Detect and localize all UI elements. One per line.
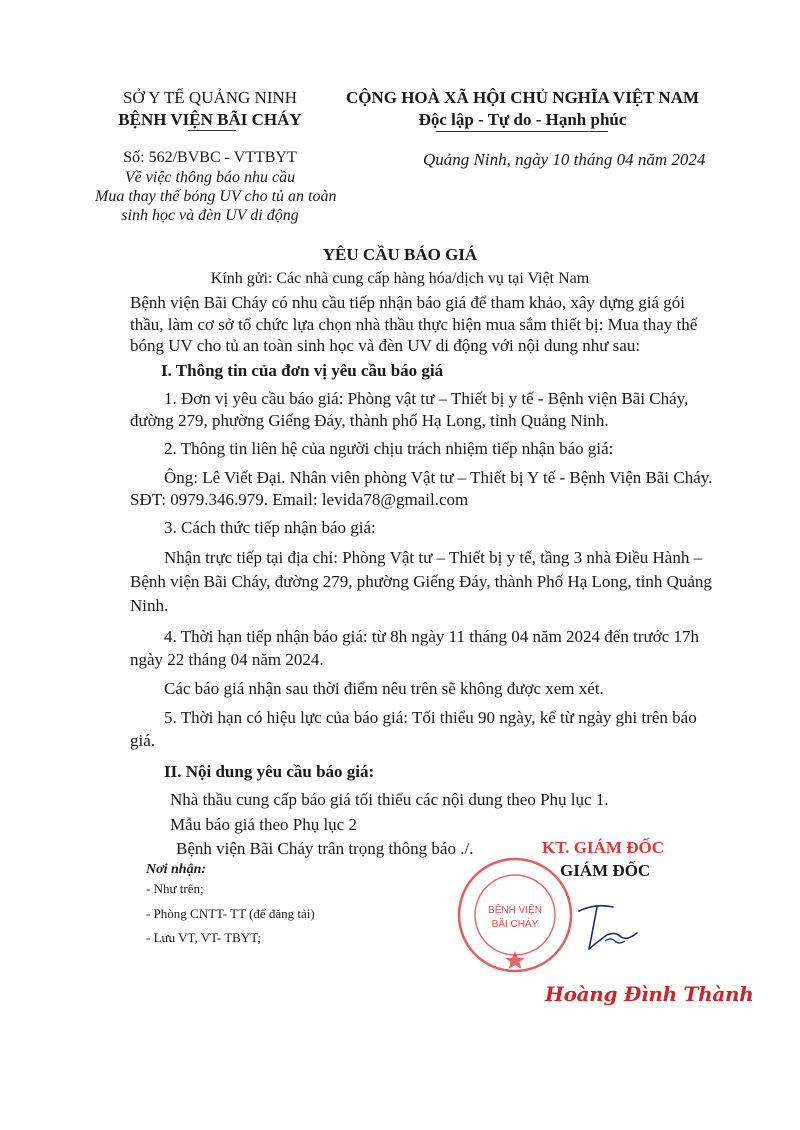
validity-text: 5. Thời hạn có hiệu lực của báo giá: Tối thiểu 90 ngày, kể từ ngày ghi trên báo bbox=[164, 708, 697, 727]
closing-text: Bệnh viện Bãi Cháy trân trọng thông báo ./. bbox=[176, 839, 474, 858]
intro-text: thầu, làm cơ sở tổ chức lựa chọn nhà thầu thực hiện mua sắm thiết bị: Mua thay thế bbox=[130, 315, 698, 334]
deadline-text: ngày 22 tháng 04 năm 2024. bbox=[130, 650, 324, 669]
hospital-name: BỆNH VIỆN BÃI CHÁY bbox=[118, 110, 302, 129]
department-name: SỞ Y TẾ QUẢNG NINH bbox=[122, 88, 298, 107]
receive-text: Bệnh viện Bãi Cháy, đường 279, phường Giếng Đáy, thành Phố Hạ Long, tỉnh Quảng bbox=[130, 572, 712, 591]
intro-text: bóng UV cho tủ an toàn sinh học và đèn UV di động với nội dung như sau: bbox=[130, 336, 641, 355]
section-text: 2. Thông tin liên hệ của người chịu trách nhiệm tiếp nhận báo giá: bbox=[164, 439, 614, 458]
signer-name: Hoàng Đình Thành bbox=[545, 982, 754, 1006]
hospital-underline bbox=[188, 130, 236, 131]
recipient-item: - Phòng CNTT- TT (để đăng tải) bbox=[146, 906, 315, 921]
official-stamp bbox=[455, 855, 575, 975]
signature-title: KT. GIÁM ĐỐC bbox=[542, 838, 664, 857]
subject-line: Mua thay thế bóng UV cho tủ an toàn bbox=[95, 188, 337, 205]
place-date: Quảng Ninh, ngày 10 tháng 04 năm 2024 bbox=[423, 150, 706, 169]
validity-text: giá. bbox=[130, 731, 156, 750]
receive-text: Nhận trực tiếp tại địa chỉ: Phòng Vật tư – Thiết bị y tế, tầng 3 nhà Điều Hành – bbox=[164, 548, 703, 567]
document-number: Số: 562/BVBC - VTTBYT bbox=[123, 149, 297, 166]
contact-text: SĐT: 0979.346.979. Email: levida78@gmail.com bbox=[130, 490, 469, 509]
document-title: YÊU CẦU BÁO GIÁ bbox=[322, 245, 478, 264]
intro-text: Bệnh viện Bãi Cháy có nhu cầu tiếp nhận báo giá để tham khảo, xây dựng giá gói bbox=[130, 293, 685, 312]
section-text: Nhà thầu cung cấp báo giá tối thiểu các nội dung theo Phụ lục 1. bbox=[170, 790, 609, 809]
motto-underline bbox=[436, 131, 608, 132]
section-text: 3. Cách thức tiếp nhận báo giá: bbox=[164, 518, 376, 537]
republic-name: CỘNG HOÀ XÃ HỘI CHỦ NGHĨA VIỆT NAM bbox=[345, 88, 700, 107]
section-heading: II. Nội dung yêu cầu báo giá: bbox=[164, 762, 375, 781]
recipients-label: Nơi nhận: bbox=[146, 862, 207, 877]
section-text: đường 279, phường Giếng Đáy, thành phố Hạ Long, tỉnh Quảng Ninh. bbox=[130, 411, 609, 430]
national-motto: Độc lập - Tự do - Hạnh phúc bbox=[418, 110, 627, 129]
receive-text: Ninh. bbox=[130, 596, 169, 615]
svg-text:BÃI CHÁY: BÃI CHÁY bbox=[491, 919, 539, 930]
deadline-text: 4. Thời hạn tiếp nhận báo giá: từ 8h ngày 11 tháng 04 năm 2024 đến trước 17h bbox=[164, 627, 699, 646]
subject-line: Về việc thông báo nhu cầu bbox=[124, 169, 296, 186]
greeting: Kính gửi: Các nhà cung cấp hàng hóa/dịch vụ tại Việt Nam bbox=[210, 270, 590, 287]
section-text: 1. Đơn vị yêu cầu báo giá: Phòng vật tư – Thiết bị y tế - Bệnh viện Bãi Cháy, bbox=[164, 389, 689, 408]
recipient-item: - Lưu VT, VT- TBYT; bbox=[146, 930, 262, 945]
recipient-item: - Như trên; bbox=[146, 881, 204, 896]
contact-text: Ông: Lê Viết Đại. Nhân viên phòng Vật tư – Thiết bị Y tế - Bệnh Viện Bãi Cháy. bbox=[164, 468, 713, 487]
svg-text:BỆNH VIỆN: BỆNH VIỆN bbox=[488, 905, 542, 916]
late-note: Các báo giá nhận sau thời điểm nêu trên sẽ không được xem xét. bbox=[164, 679, 604, 698]
section-text: Mẫu báo giá theo Phụ lục 2 bbox=[170, 815, 357, 834]
handwritten-signature bbox=[575, 897, 645, 962]
subject-line: sinh học và đèn UV di động bbox=[121, 207, 299, 224]
section-heading: I. Thông tin của đơn vị yêu cầu báo giá bbox=[161, 361, 444, 380]
signature-title: GIÁM ĐỐC bbox=[560, 861, 651, 880]
